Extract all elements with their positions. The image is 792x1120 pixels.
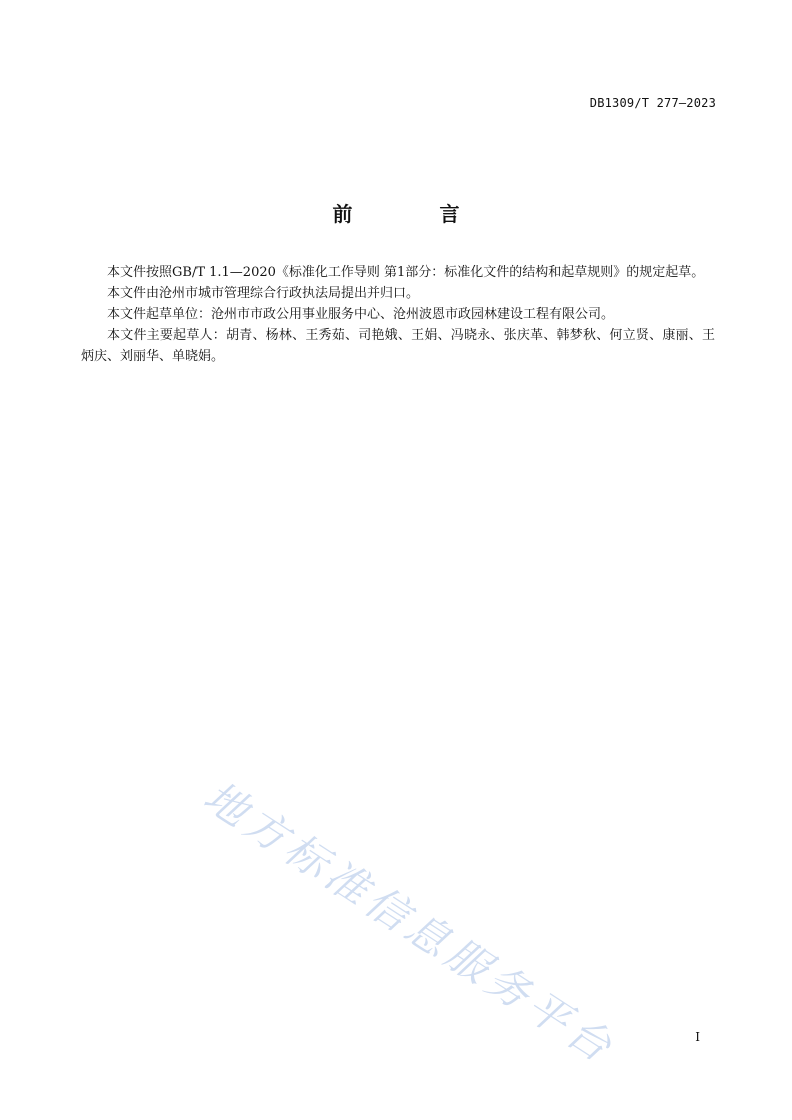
document-code: DB1309/T 277—2023 — [589, 96, 716, 110]
paragraph-proposer: 本文件由沧州市城市管理综合行政执法局提出并归口。 — [107, 286, 420, 301]
preface-body — [81, 262, 715, 367]
page-number: I — [695, 1030, 700, 1044]
watermark: 地方标准信息服务平台 — [195, 771, 625, 1075]
paragraph-drafters: 本文件主要起草人：胡青、杨林、王秀茹、司艳娥、王娟、冯晓永、张庆革、韩梦秋、何立贤、康丽、王炳庆、刘丽华、单晓娟。 — [81, 328, 715, 364]
section-title: 前 言 — [332, 202, 500, 226]
paragraph-drafting-units: 本文件起草单位：沧州市市政公用事业服务中心、沧州波恩市政园林建设工程有限公司。 — [107, 307, 615, 322]
paragraph-drafting-rules: 本文件按照GB/T 1.1—2020《标准化工作导则 第1部分：标准化文件的结构和起草规则》的规定起草。 — [107, 265, 705, 280]
